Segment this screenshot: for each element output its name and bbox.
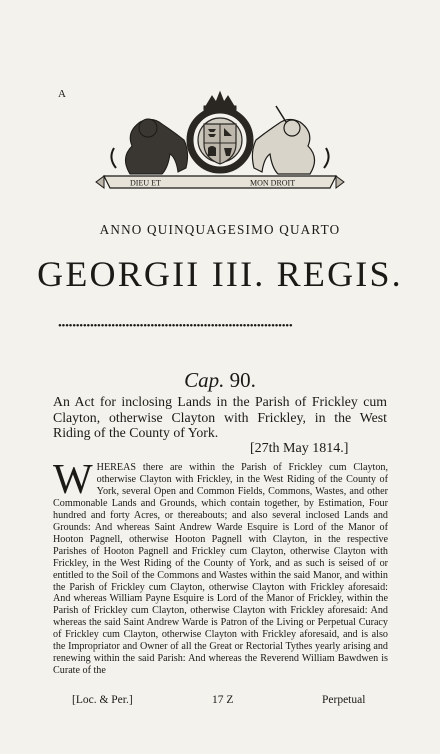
drop-cap: W <box>53 457 93 503</box>
footer-number: 17 Z <box>212 694 234 706</box>
chapter-prefix: Cap. <box>184 368 225 392</box>
coat-of-arms-icon <box>90 88 350 194</box>
reign-heading: GEORGII III. REGIS. <box>37 254 403 294</box>
act-date: [27th May 1814.] <box>250 441 349 456</box>
act-title: An Act for inclosing Lands in the Parish of Frickley cum Clayton, otherwise Clayton with Frickley, in the West Riding of the County of York. <box>53 394 387 440</box>
regnal-year-heading: ANNO QUINQUAGESIMO QUARTO <box>99 222 341 237</box>
chapter-heading <box>0 368 440 392</box>
page-footer <box>0 694 440 710</box>
motto-left: DIEU ET <box>130 178 161 188</box>
act-body <box>53 457 388 677</box>
chapter-number: 90. <box>229 368 256 392</box>
royal-coat-of-arms <box>90 88 350 194</box>
footer-signature: [Loc. & Per.] <box>72 694 133 706</box>
ornamental-rule: •••••••••••••••••••••••••••••••••••••••••••••••••••••••••••••••••• <box>58 321 293 331</box>
body-text: HEREAS there are within the Parish of Frickley cum Clayton, otherwise Clayton with Frickley, in the West Riding of the County of York, several Open and Common Fields, Commons, Wastes, and other Commonable Lands and Grounds, which contain together, by Estimation, Four hundred and forty Acres, or thereabouts; and also several inclosed Lands and Grounds: And whereas Saint Andrew Warde Esquire is Lord of the Manor of Hooton Pagnell, otherwise Hooton Pagnell with Clayton, in the respective Parishes of Hooton Pagnell and Frickley cum Clayton, otherwise Clayton with Frickley, in the West Riding of the County of York, and as such is seised of or entitled to the Soil of the Commons and Wastes within the said Manor, and within the Parish of Frickley cum Clayton, otherwise Clayton with Frickley aforesaid: And whereas William Payne Esquire is Lord of the Manor of Frickley, within the Parish of Frickley cum Clayton, otherwise Clayton with Frickley aforesaid: And whereas the said Saint Andrew Warde is Patron of the Living or Perpetual Curacy of Frickley cum Clayton, otherwise Clayton with Frickley aforesaid, and is also the Impropriator and Owner of all the Great or Rectorial Tythes yearly arising and renewing within the said Parish: And whereas the Reverend William Bawdwen is Curate of the <box>53 462 388 677</box>
footer-catchword: Perpetual <box>322 694 366 706</box>
margin-mark: A <box>58 88 66 100</box>
motto-right: MON DROIT <box>250 178 296 188</box>
